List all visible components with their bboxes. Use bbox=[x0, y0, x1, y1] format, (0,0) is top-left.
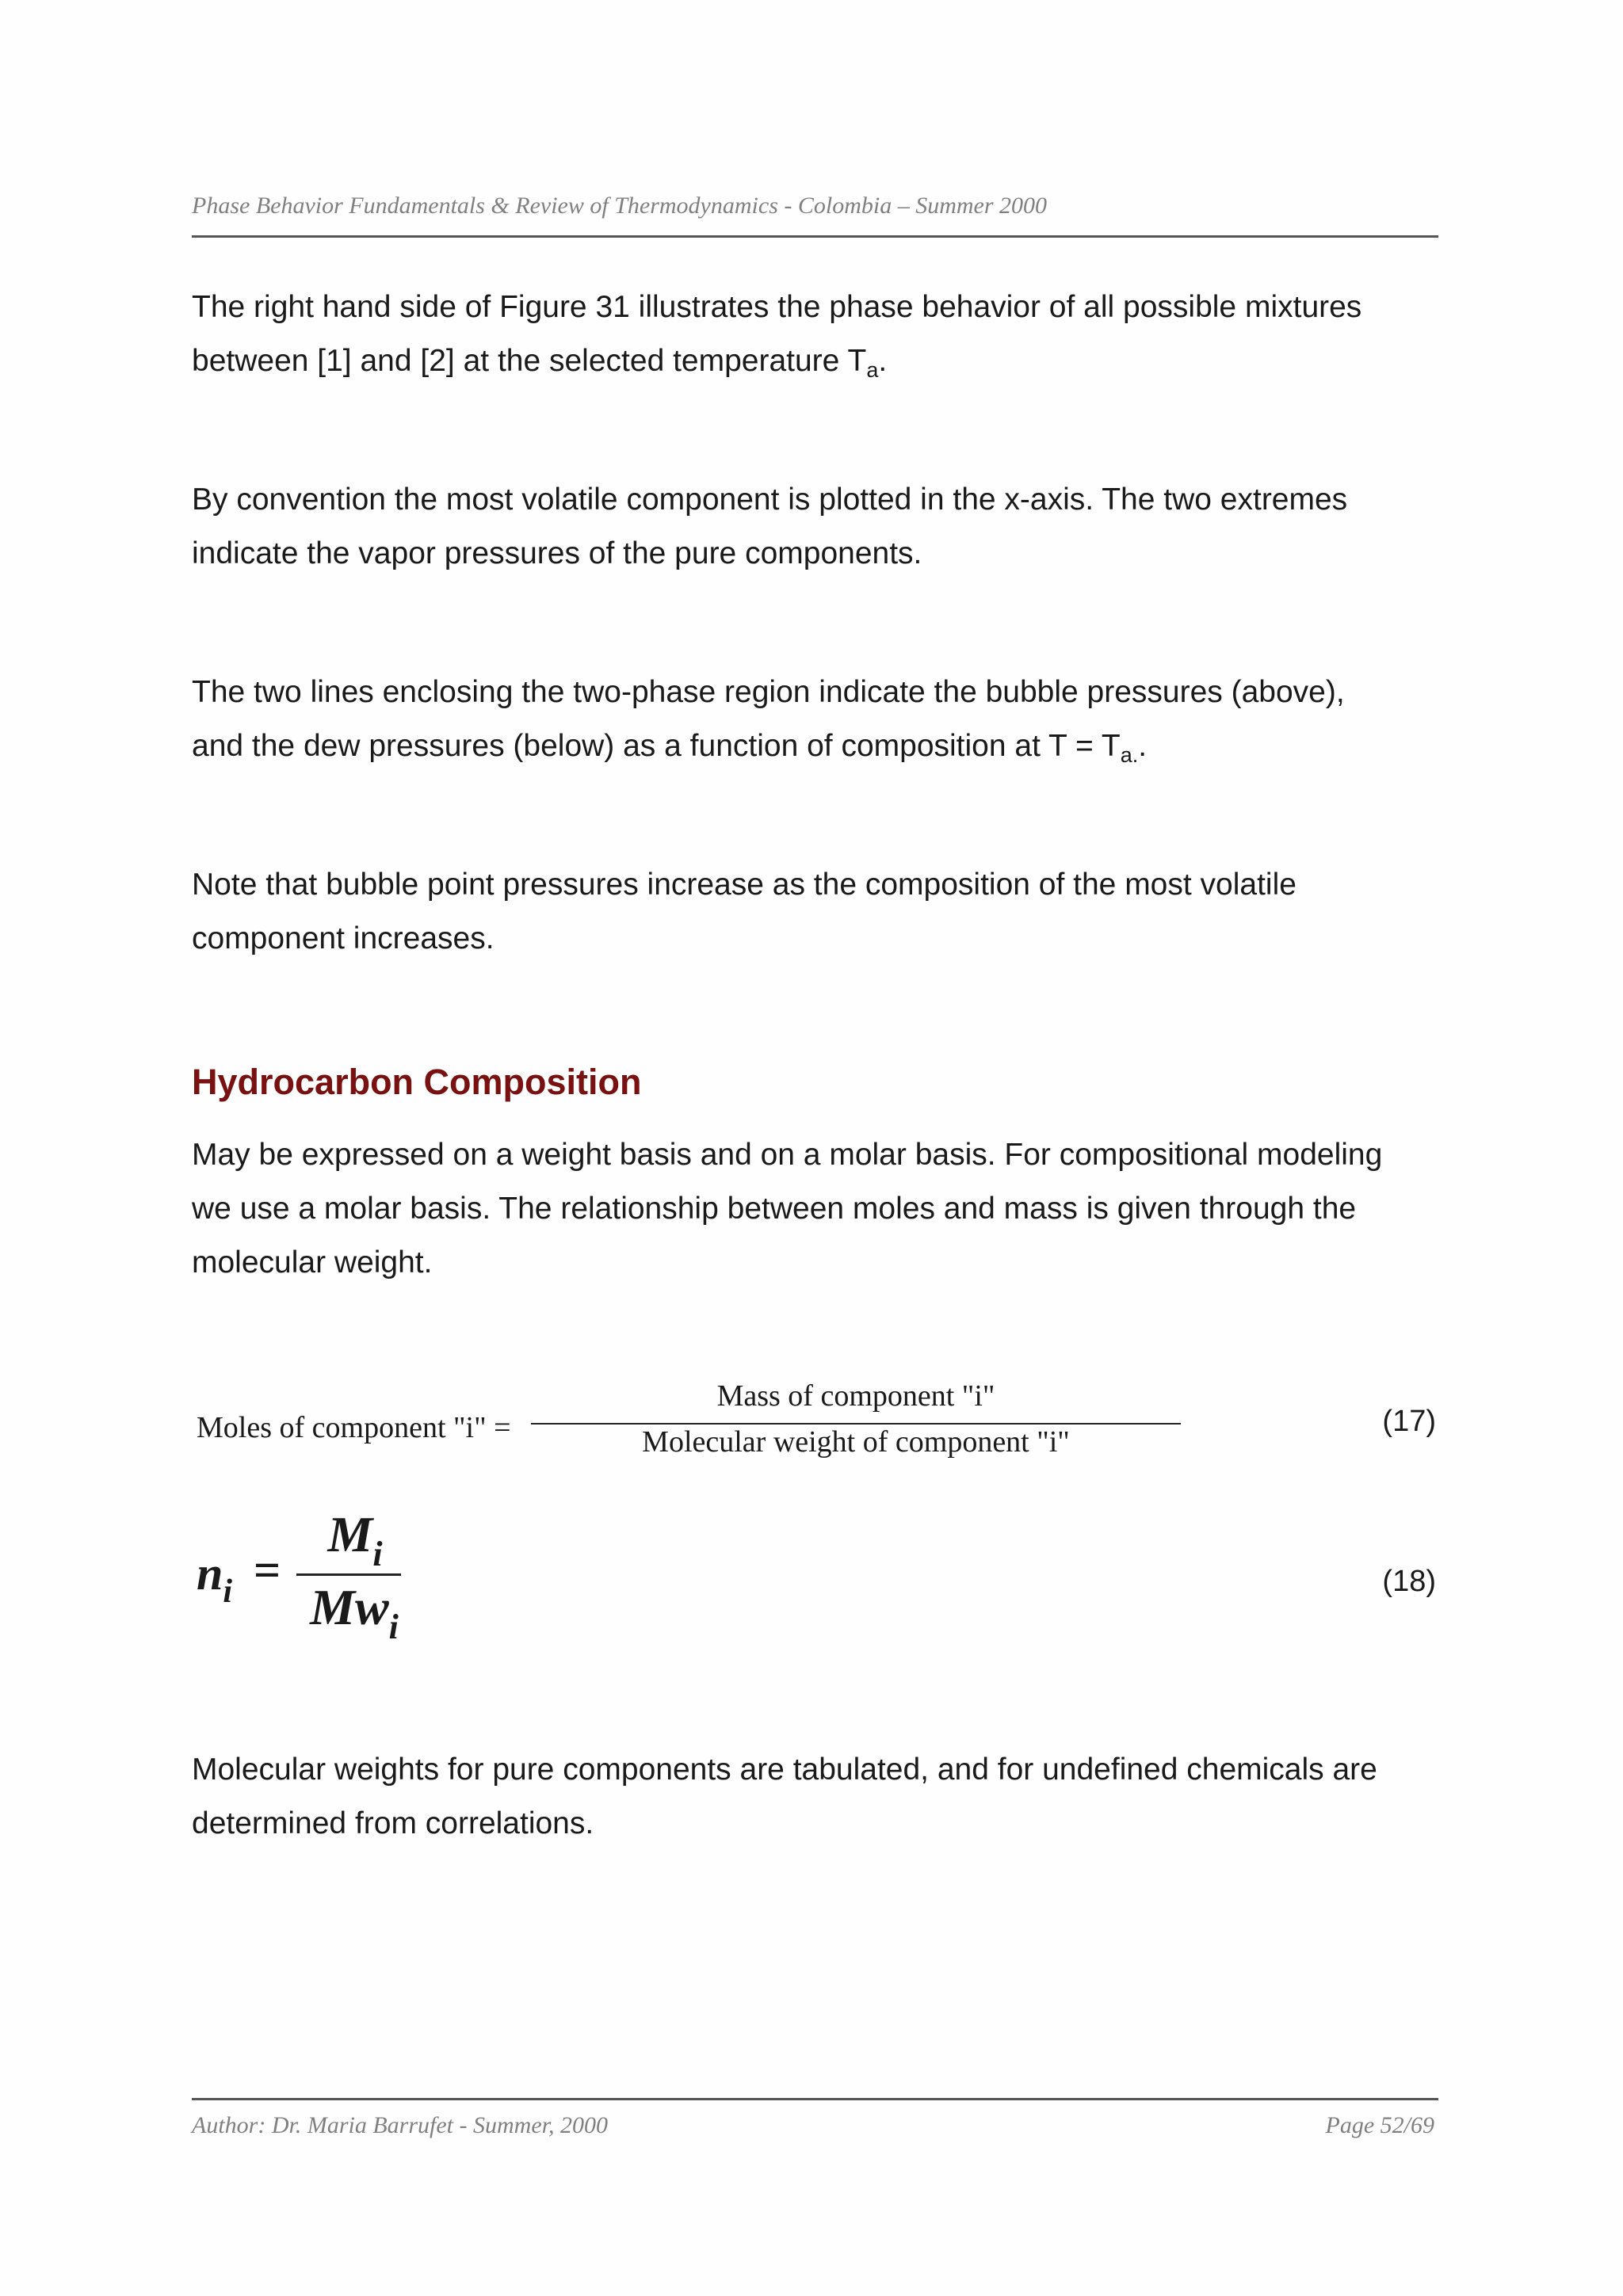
math-subscript: i bbox=[223, 1573, 233, 1610]
header-divider bbox=[192, 235, 1438, 238]
text-run: . bbox=[878, 344, 888, 378]
paragraph-composition bbox=[192, 1128, 1444, 1290]
subscript: a bbox=[866, 358, 879, 382]
text-run: between [1] and [2] at the selected temperature T bbox=[192, 344, 867, 378]
equation-lhs bbox=[197, 1547, 233, 1610]
paragraph-two-phase bbox=[192, 666, 1444, 773]
paragraph-line bbox=[192, 719, 1444, 773]
paragraph-line bbox=[192, 334, 1444, 388]
paragraph-convention bbox=[192, 473, 1444, 581]
equation-lhs: Moles of component "i" = bbox=[197, 1411, 511, 1444]
paragraph-molecular-weights bbox=[192, 1743, 1444, 1851]
fraction-bar bbox=[296, 1573, 401, 1576]
text-run: and the dew pressures (below) as a function of composition at T = T bbox=[192, 729, 1121, 763]
running-header: Phase Behavior Fundamentals & Review of Thermodynamics - Colombia – Summer 2000 bbox=[192, 193, 1048, 219]
text-run: . bbox=[1138, 729, 1148, 763]
footer-divider bbox=[192, 2098, 1438, 2100]
paragraph-line: The right hand side of Figure 31 illustrates the phase behavior of all possible mixtures bbox=[192, 290, 1362, 324]
paragraph-bubble-point bbox=[192, 858, 1444, 966]
equation-18 bbox=[197, 1505, 514, 1656]
math-var: Mw bbox=[310, 1579, 389, 1635]
math-var: n bbox=[197, 1547, 223, 1600]
math-var: M bbox=[327, 1506, 373, 1562]
footer-author: Author: Dr. Maria Barrufet - Summer, 2000 bbox=[192, 2112, 608, 2138]
paragraph-line: molecular weight. bbox=[192, 1245, 433, 1280]
paragraph-line: Molecular weights for pure components are tabulated, and for undefined chemicals are bbox=[192, 1753, 1377, 1787]
paragraph-line: The two lines enclosing the two-phase region indicate the bubble pressures (above), bbox=[192, 675, 1345, 709]
paragraph-line: Note that bubble point pressures increase as the composition of the most volatile bbox=[192, 868, 1296, 902]
paragraph-line: determined from correlations. bbox=[192, 1806, 594, 1840]
paragraph-line: May be expressed on a weight basis and on a molar basis. For compositional modeling bbox=[192, 1138, 1383, 1172]
paragraph-line: we use a molar basis. The relationship between moles and mass is given through the bbox=[192, 1192, 1357, 1226]
equals-sign: = bbox=[254, 1544, 281, 1596]
equation-number-18: (18) bbox=[1382, 1565, 1436, 1598]
equation-numerator bbox=[300, 1505, 411, 1573]
equation-denominator: Molecular weight of component "i" bbox=[642, 1425, 1070, 1459]
section-heading: Hydrocarbon Composition bbox=[192, 1062, 642, 1102]
footer-page-number: Page 52/69 bbox=[1325, 2112, 1434, 2138]
math-subscript: i bbox=[372, 1535, 383, 1573]
subscript: a. bbox=[1120, 743, 1139, 767]
paragraph-line: component increases. bbox=[192, 921, 495, 955]
equation-17 bbox=[197, 1379, 1070, 1466]
paragraph-line: indicate the vapor pressures of the pure components. bbox=[192, 536, 922, 570]
paragraph-figure-31 bbox=[192, 280, 1444, 388]
equation-number-17: (17) bbox=[1382, 1405, 1436, 1438]
math-subscript: i bbox=[388, 1608, 399, 1646]
equation-denominator bbox=[295, 1578, 414, 1646]
equation-numerator: Mass of component "i" bbox=[716, 1379, 995, 1413]
paragraph-line: By convention the most volatile component is plotted in the x-axis. The two extremes bbox=[192, 482, 1348, 517]
